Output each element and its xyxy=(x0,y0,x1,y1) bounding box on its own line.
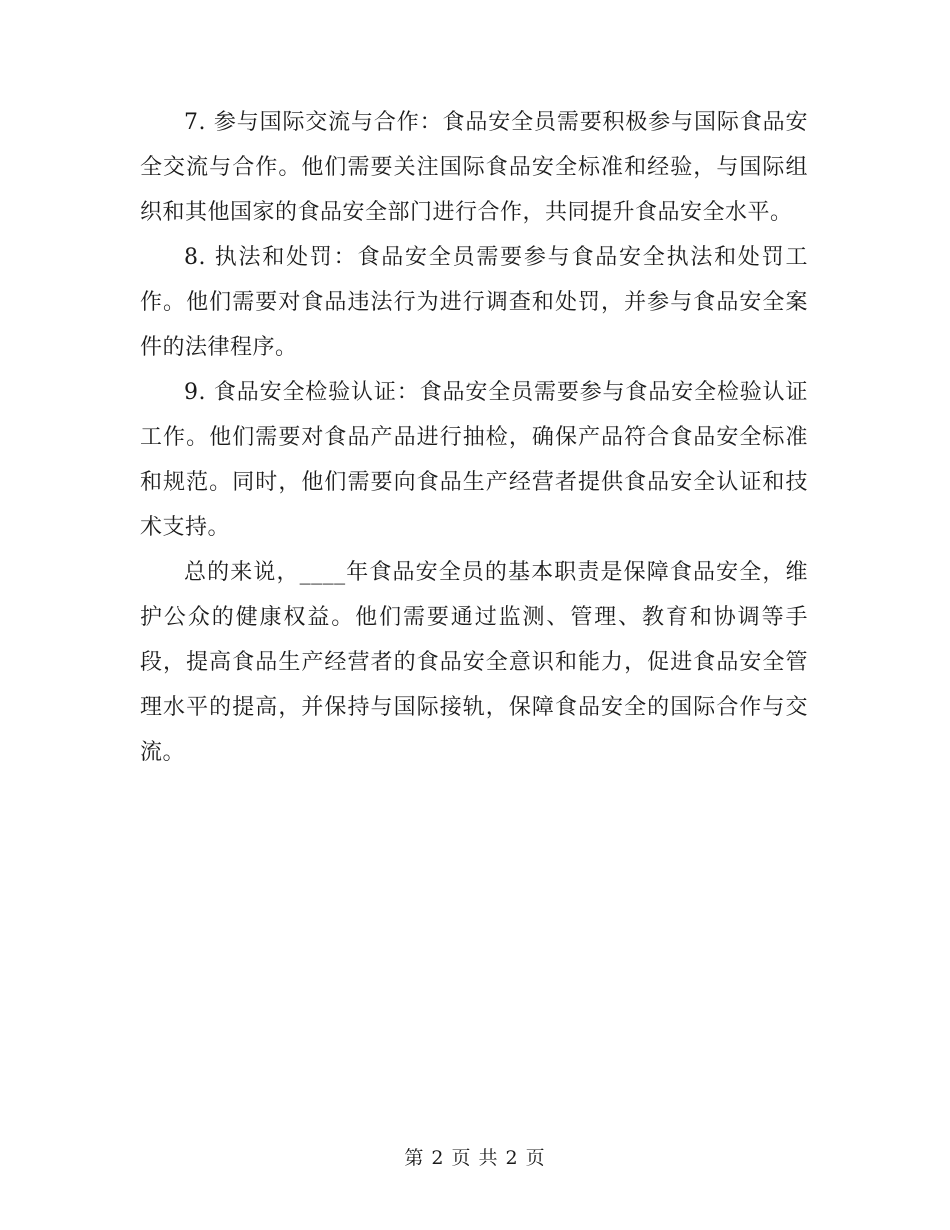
paragraph-summary: 总的来说，____年食品安全员的基本职责是保障食品安全，维护公众的健康权益。他们需要通过监测、管理、教育和协调等手段，提高食品生产经营者的食品安全意识和能力，促进食品安全管理水平的提高，并保持与国际接轨，保障食品安全的国际合作与交流。 xyxy=(140,560,808,765)
document-body xyxy=(140,100,808,775)
paragraph-item-8: 8. 执法和处罚：食品安全员需要参与食品安全执法和处罚工作。他们需要对食品违法行为进行调查和处罚，并参与食品安全案件的法律程序。 xyxy=(140,245,808,360)
page-footer: 第 2 页 共 2 页 xyxy=(404,1147,546,1169)
paragraph-item-7: 7. 参与国际交流与合作：食品安全员需要积极参与国际食品安全交流与合作。他们需要关注国际食品安全标准和经验，与国际组织和其他国家的食品安全部门进行合作，共同提升食品安全水平。 xyxy=(140,110,808,225)
paragraph-item-9: 9. 食品安全检验认证：食品安全员需要参与食品安全检验认证工作。他们需要对食品产品进行抽检，确保产品符合食品安全标准和规范。同时，他们需要向食品生产经营者提供食品安全认证和技术支持。 xyxy=(140,380,808,540)
